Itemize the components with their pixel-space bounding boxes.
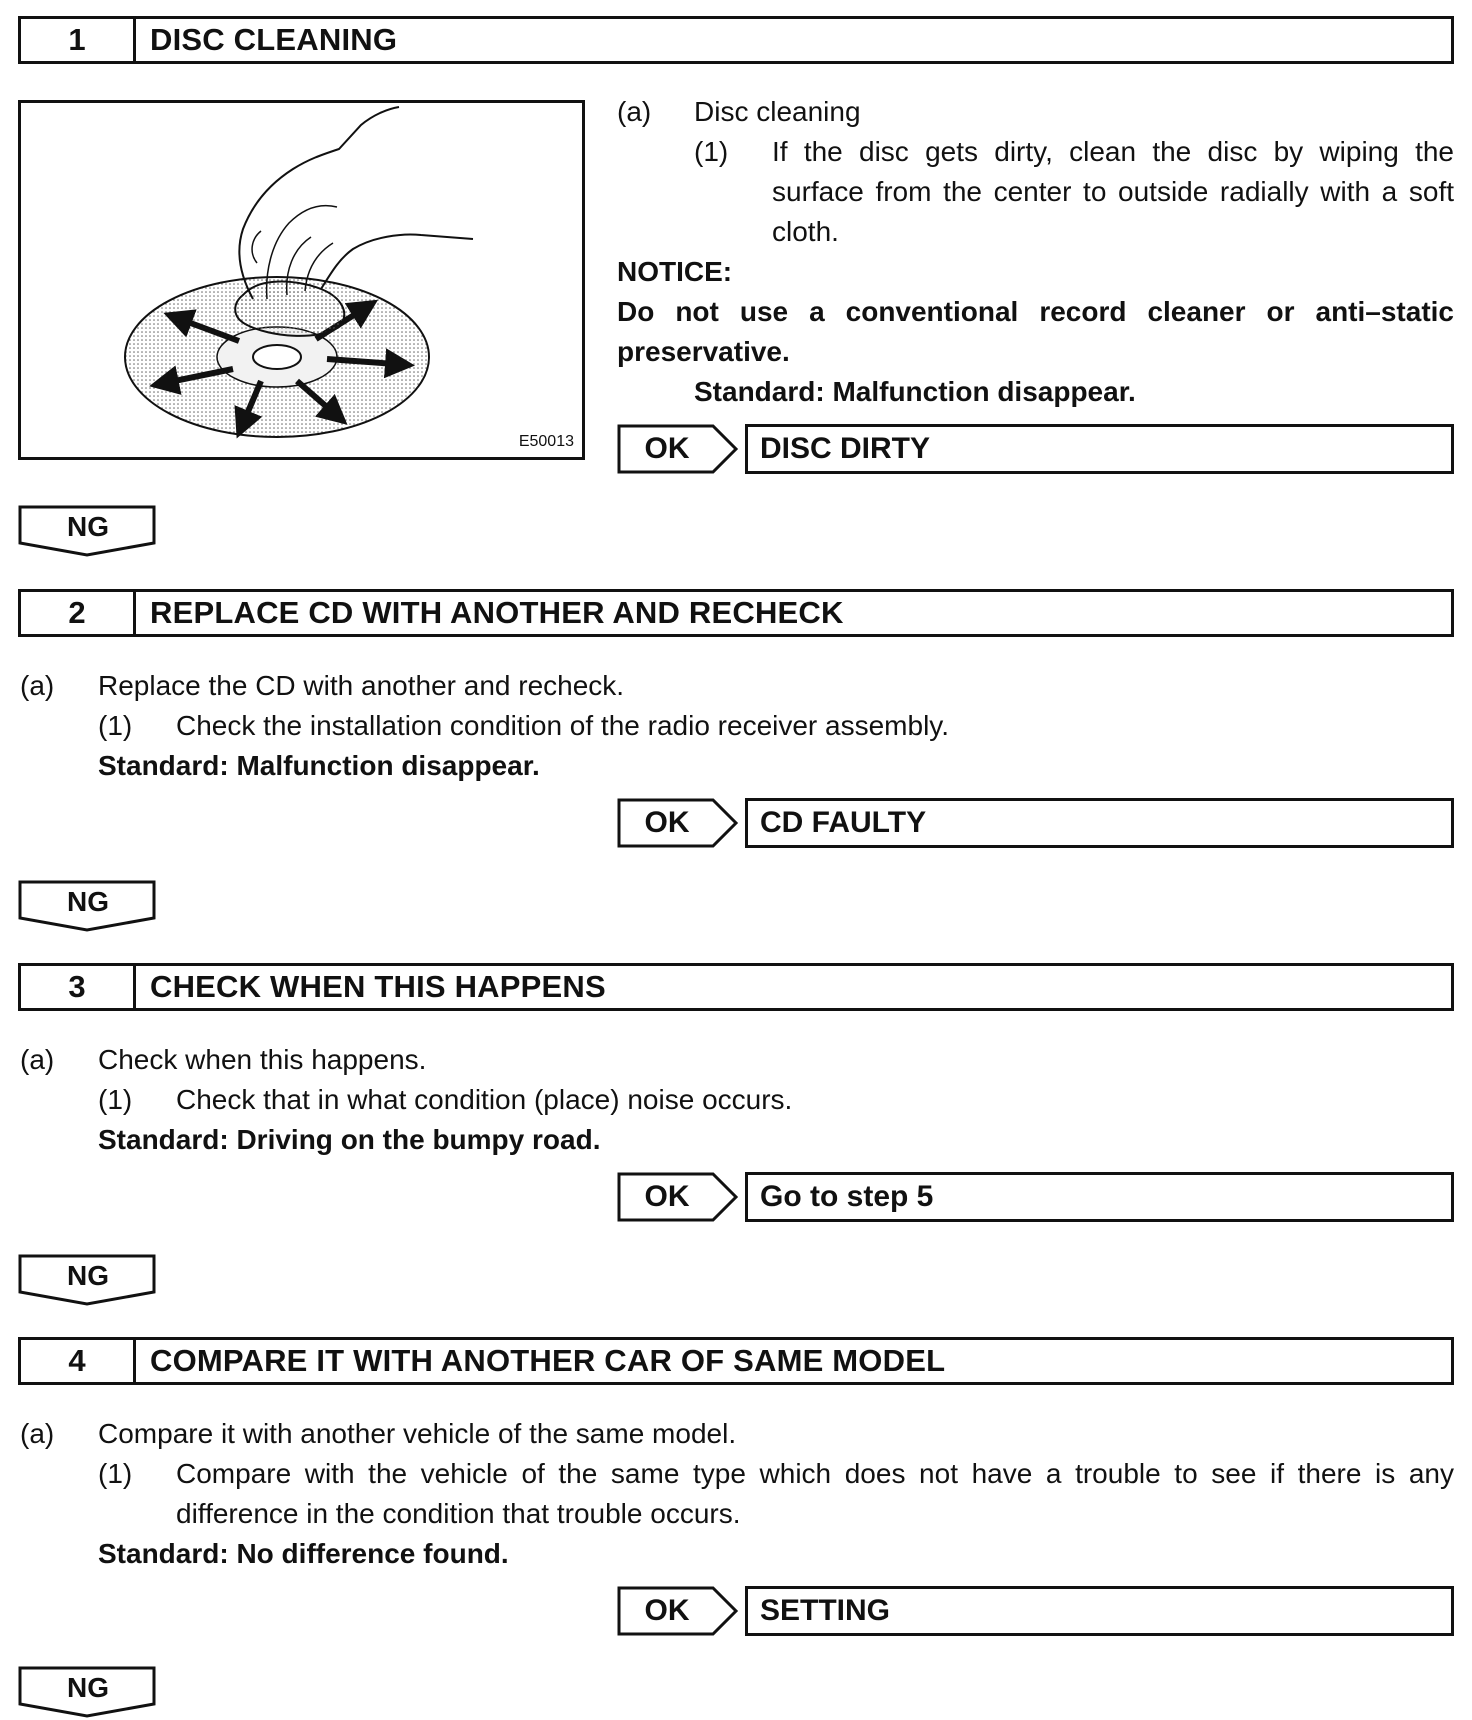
- step-number: 4: [21, 1340, 136, 1382]
- ng-label: NG: [67, 511, 109, 542]
- ng-branch-4: [18, 1666, 158, 1718]
- step-4-header: [18, 1337, 1454, 1385]
- step-number: 3: [21, 966, 136, 1008]
- item-1-text: Check the installation condition of the radio receiver assembly.: [176, 710, 949, 741]
- standard-text: Standard: Malfunction disappear.: [98, 750, 540, 781]
- ok-branch-1: [617, 424, 1454, 474]
- notice-label: NOTICE:: [617, 256, 733, 287]
- item-a-label: (a): [20, 1418, 55, 1449]
- step-title: CHECK WHEN THIS HAPPENS: [150, 969, 606, 1004]
- item-1-text: Compare with the vehicle of the same type which does not have a trouble to see if there is any difference in the condition that trouble occurs.: [176, 1458, 1454, 1529]
- ng-branch-3: [18, 1254, 158, 1306]
- item-a-label: (a): [20, 670, 55, 701]
- ok-branch-4: [617, 1586, 1454, 1636]
- item-1-text: If the disc gets dirty, clean the disc by wiping the surface from the center to outside radially with a soft cloth.: [772, 136, 1454, 247]
- item-1-label: (1): [98, 1084, 133, 1115]
- step-2-header: [18, 589, 1454, 637]
- item-a-label: (a): [20, 1044, 55, 1075]
- item-a-text: Compare it with another vehicle of the same model.: [98, 1418, 737, 1449]
- standard-text: Standard: No difference found.: [98, 1538, 509, 1569]
- ok-label: OK: [644, 1180, 690, 1213]
- standard-text: Standard: Driving on the bumpy road.: [98, 1124, 601, 1155]
- ng-label: NG: [67, 1672, 109, 1703]
- item-a-text: Check when this happens.: [98, 1044, 427, 1075]
- step-number: 2: [21, 592, 136, 634]
- ok-label: OK: [644, 432, 690, 465]
- item-a-text: Replace the CD with another and recheck.: [98, 670, 625, 701]
- ok-label: OK: [644, 1594, 690, 1627]
- step-title: REPLACE CD WITH ANOTHER AND RECHECK: [150, 595, 844, 630]
- disc-cleaning-drawing: [21, 103, 582, 457]
- ok-result: DISC DIRTY: [745, 424, 1454, 474]
- ok-result: CD FAULTY: [745, 798, 1454, 848]
- ng-label: NG: [67, 1260, 109, 1291]
- step-title: COMPARE IT WITH ANOTHER CAR OF SAME MODEL: [150, 1343, 946, 1378]
- ok-label: OK: [644, 806, 690, 839]
- standard-text: Standard: Malfunction disappear.: [694, 376, 1136, 407]
- step-3-header: [18, 963, 1454, 1011]
- item-a-text: Disc cleaning: [694, 96, 861, 127]
- ok-result: Go to step 5: [745, 1172, 1454, 1222]
- item-1-text: Check that in what condition (place) noise occurs.: [176, 1084, 793, 1115]
- step-title: DISC CLEANING: [150, 22, 398, 57]
- item-1-label: (1): [98, 710, 133, 741]
- ok-result: SETTING: [745, 1586, 1454, 1636]
- step-1-header: [18, 16, 1454, 64]
- ng-branch-2: [18, 880, 158, 932]
- ng-branch-1: [18, 505, 158, 557]
- ng-label: NG: [67, 886, 109, 917]
- item-a-label: (a): [617, 96, 652, 127]
- disc-cleaning-illustration: [18, 100, 585, 460]
- ok-branch-2: [617, 798, 1454, 848]
- item-1-label: (1): [98, 1458, 133, 1489]
- ok-branch-3: [617, 1172, 1454, 1222]
- notice-text: Do not use a conventional record cleaner or anti–static preservative.: [617, 296, 1454, 367]
- figure-code: E50013: [518, 433, 574, 450]
- item-1-label: (1): [694, 136, 729, 167]
- step-number: 1: [21, 19, 136, 61]
